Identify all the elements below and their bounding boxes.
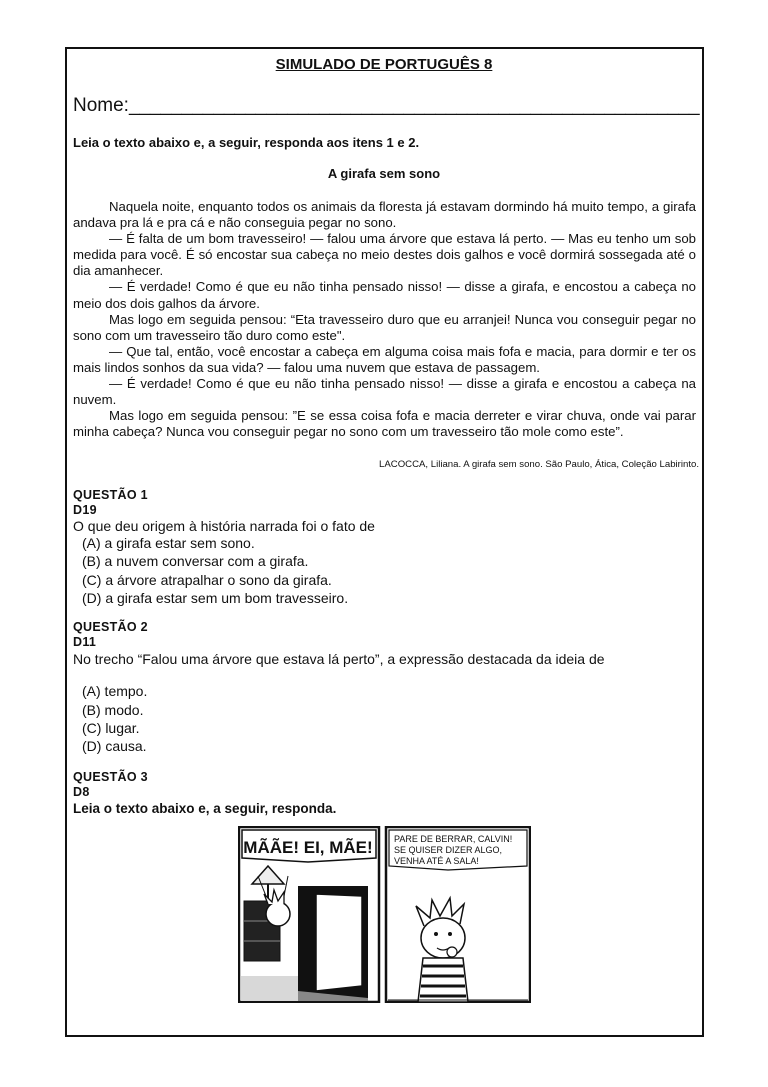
story-paragraph: Mas logo em seguida pensou: “Eta travesseiro duro que eu arranjei! Nunca vou conseguir pegar no sono com um travesseiro tão duro como este". — [73, 311, 696, 343]
story-paragraph: — Que tal, então, você encostar a cabeça em alguma coisa mais fofa e macia, para dormir e ter os mais lindos sonhos da sua vida? — falou uma nuvem que estava de passagem. — [73, 343, 696, 375]
comic-speech-line: VENHA ATÉ A SALA! — [394, 856, 479, 866]
question-2-label: QUESTÃO 2 — [73, 620, 148, 634]
name-line: ______________________________________________________ — [128, 95, 700, 116]
question-3-prompt: Leia o texto abaixo e, a seguir, responda. — [73, 801, 337, 816]
story-paragraph: — É falta de um bom travesseiro! — falou uma árvore que estava lá perto. — Mas eu tenho um sob medida para você. É só encostar sua cabeça no meio destes dois galhos e você dormirá sossegada até o dia amanhecer. — [73, 231, 696, 279]
question-2-option-a[interactable]: (A) tempo. — [82, 683, 148, 699]
page-title: SIMULADO DE PORTUGUÊS 8 — [275, 56, 493, 73]
question-1-code: D19 — [73, 503, 97, 517]
intro-instruction: Leia o texto abaixo e, a seguir, responda aos itens 1 e 2. — [73, 135, 420, 150]
question-3-label: QUESTÃO 3 — [73, 770, 148, 784]
comic-panel-1 — [239, 827, 379, 1002]
question-2-option-b[interactable]: (B) modo. — [82, 702, 144, 718]
question-1-option-d[interactable]: (D) a girafa estar sem um bom travesseiro. — [82, 590, 349, 606]
name-field[interactable] — [73, 95, 700, 117]
comic-speech-line: SE QUISER DIZER ALGO, — [394, 845, 503, 855]
question-1-option-c[interactable]: (C) a árvore atrapalhar o sono da girafa. — [82, 572, 332, 588]
calvin-head-icon — [266, 902, 290, 926]
comic-strip — [238, 826, 531, 1003]
question-2-code: D11 — [73, 635, 97, 649]
story-paragraph: — É verdade! Como é que eu não tinha pensado nisso! — disse a girafa, e encostou a cabeça no meio dos dois galhos da árvore. — [73, 279, 696, 311]
question-3-code: D8 — [73, 785, 90, 799]
name-label: Nome: — [73, 95, 129, 116]
story-paragraph: Naquela noite, enquanto todos os animais da floresta já estavam dormindo há muito tempo, a girafa andava pra lá e pra cá e não conseguia pegar no sono. — [73, 199, 696, 231]
story-text — [73, 199, 696, 440]
question-1-prompt: O que deu origem à história narrada foi o fato de — [73, 518, 375, 534]
comic-panel-2 — [386, 827, 530, 1002]
question-1-option-b[interactable]: (B) a nuvem conversar com a girafa. — [82, 553, 309, 569]
citation: LACOCCA, Liliana. A girafa sem sono. São Paulo, Ática, Coleção Labirinto. — [379, 459, 699, 470]
question-2-option-c[interactable]: (C) lugar. — [82, 720, 140, 736]
question-2-option-d[interactable]: (D) causa. — [82, 738, 147, 754]
question-1-label: QUESTÃO 1 — [73, 488, 148, 502]
question-2-prompt: No trecho “Falou uma árvore que estava lá perto”, a expressão destacada da ideia de — [73, 651, 605, 667]
story-title: A girafa sem sono — [327, 166, 441, 181]
question-1-option-a[interactable]: (A) a girafa estar sem sono. — [82, 535, 255, 551]
comic-speech-line: PARE DE BERRAR, CALVIN! — [394, 834, 513, 844]
comic-panel-1-speech: MÃÃE! EI, MÃE! — [243, 838, 373, 857]
story-paragraph: — É verdade! Como é que eu não tinha pensado nisso! — disse a girafa e encostou a cabeça na nuvem. — [73, 376, 696, 408]
story-paragraph: Mas logo em seguida pensou: ”E se essa coisa fofa e macia derreter e virar chuva, onde vai parar minha cabeça? Nunca vou conseguir pegar no sono com um travesseiro tão mole como este”. — [73, 408, 696, 440]
